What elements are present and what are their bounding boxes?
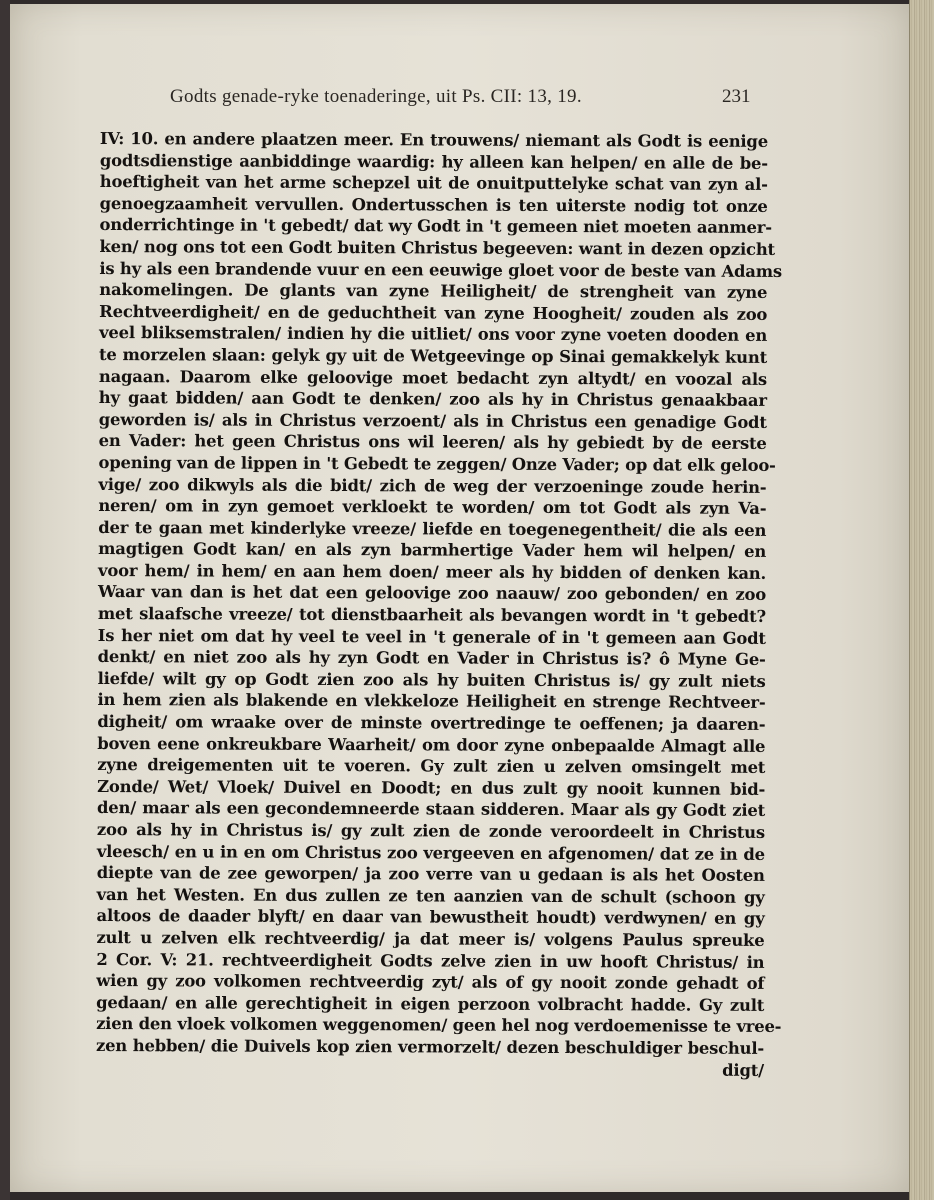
text-line: zult u zelven elk rechtveerdig/ ja dat meer is/ volgens Paulus spreuke: [96, 927, 765, 950]
text-line: vige/ zoo dikwyls als die bidt/ zich de weg der verzoeninge zoude herin-: [98, 474, 767, 497]
text-line: voor hem/ in hem/ en aan hem doen/ meer als hy bidden of denken kan.: [98, 560, 767, 583]
text-line: wien gy zoo volkomen rechtveerdig zyt/ als of gy nooit zonde gehadt of: [96, 971, 765, 994]
text-line: altoos de daader blyft/ en daar van bewustheit houdt) verdwynen/ en gy: [96, 906, 765, 929]
text-line: magtigen Godt kan/ en als zyn barmhertige Vader hem wil helpen/ en: [98, 539, 767, 562]
text-line: zoo als hy in Christus is/ gy zult zien de zonde veroordeelt in Christus: [96, 819, 765, 842]
body-text: [95, 128, 782, 1081]
page-number: 231: [722, 86, 751, 107]
text-line: zyne dreigementen uit te voeren. Gy zult zien u zelven omsingelt met: [97, 755, 766, 778]
text-line: Waar van dan is het dat een geloovige zoo naauw/ zoo gebonden/ en zoo: [97, 582, 767, 605]
text-line: boven eene onkreukbare Waarheit/ om door zyne onbepaalde Almagt alle: [97, 733, 766, 756]
text-line: zien den vloek volkomen weggenomen/ geen hel nog verdoemenisse te vree-: [96, 1014, 782, 1037]
text-line: genoegzaamheit vervullen. Ondertusschen is ten uiterste nodig tot onze: [99, 193, 768, 216]
text-line: den/ maar als een gecondemneerde staan sidderen. Maar als gy Godt ziet: [96, 798, 766, 821]
text-line: digheit/ om wraake over de minste overtredinge te oeffenen; ja daaren-: [97, 712, 766, 734]
text-line: hoeftigheit van het arme schepzel uit de onuitputtelyke schat van zyn al-: [99, 172, 768, 195]
text-line: liefde/ wilt gy op Godt zien zoo als hy buiten Christus is/ gy zult niets: [97, 668, 766, 691]
text-line: en Vader: het geen Christus ons wil leeren/ als hy gebiedt by de eerste: [98, 431, 767, 454]
page-stack-edge: [909, 0, 934, 1200]
text-line: te morzelen slaan: gelyk gy uit de Wetgeevinge op Sinai gemakkelyk kunt: [98, 344, 768, 367]
text-line: nakomelingen. De glants van zyne Heiligheit/ de strengheit van zyne: [99, 280, 768, 303]
book-binding-edge: [0, 0, 10, 1200]
text-line: ken/ nog ons tot een Godt buiten Christus begeeven: want in dezen opzicht: [99, 236, 776, 259]
text-line: godtsdienstige aanbiddinge waardig: hy alleen kan helpen/ en alle de be-: [99, 150, 768, 173]
text-line: IV: 10. en andere plaatzen meer. En trouwens/ niemant als Godt is eenige: [99, 128, 768, 151]
text-line: zen hebben/ die Duivels kop zien vermorzelt/ dezen beschuldiger beschul-: [95, 1035, 765, 1058]
text-line: gedaan/ en alle gerechtigheit in eigen perzoon volbracht hadde. Gy zult: [96, 992, 765, 1015]
text-line: met slaafsche vreeze/ tot dienstbaarheit als bevangen wordt in 't gebedt?: [97, 604, 766, 626]
text-line: der te gaan met kinderlyke vreeze/ liefde en toegenegentheit/ die als een: [98, 517, 767, 540]
catchword: digt/: [722, 1060, 764, 1080]
text-line: neren/ om in zyn gemoet verkloekt te worden/ om tot Godt als zyn Va-: [98, 496, 767, 519]
text-line: nagaan. Daarom elke geloovige moet bedacht zyn altydt/ en voozal als: [98, 366, 767, 389]
text-line: onderrichtinge in 't gebedt/ dat wy Godt in 't gemeen niet moeten aanmer-: [99, 215, 772, 238]
text-line: geworden is/ als in Christus verzoent/ als in Christus een genadige Godt: [98, 409, 767, 432]
text-line: van het Westen. En dus zullen ze ten aanzien van de schult (schoon gy: [96, 884, 765, 907]
text-line: Is her niet om dat hy veel te veel in 't generale of in 't gemeen aan Godt: [97, 625, 766, 648]
text-line: 2 Cor. V: 21. rechtveerdigheit Godts zelve zien in uw hooft Christus/ in: [96, 949, 765, 972]
text-line: Zonde/ Wet/ Vloek/ Duivel en Doodt; en dus zult gy nooit kunnen bid-: [97, 776, 766, 799]
text-line: vleesch/ en u in en om Christus zoo vergeeven en afgenomen/ dat ze in de: [96, 841, 765, 864]
text-line: hy gaat bidden/ aan Godt te denken/ zoo als hy in Christus genaakbaar: [98, 388, 767, 411]
text-line: opening van de lippen in 't Gebedt te zeggen/ Onze Vader; op dat elk geloo-: [98, 452, 776, 475]
text-line: in hem zien als blakende en vlekkeloze Heiligheit en strenge Rechtveer-: [97, 690, 766, 713]
text-line: Rechtveerdigheit/ en de geduchtheit van zyne Hoogheit/ zouden als zoo: [99, 301, 768, 324]
text-line: diepte van de zee geworpen/ ja zoo verre van u gedaan is als het Oosten: [96, 863, 765, 886]
text-line: is hy als een brandende vuur en een eeuwige gloet voor de beste van Adams: [99, 258, 782, 281]
text-line: denkt/ en niet zoo als hy zyn Godt en Vader in Christus is? ô Myne Ge-: [97, 647, 766, 670]
text-line: veel bliksemstralen/ indien hy die uitliet/ ons voor zyne voeten dooden en: [99, 323, 768, 346]
running-head: Godts genade-ryke toenaderinge, uit Ps. CII: 13, 19.: [170, 86, 582, 107]
